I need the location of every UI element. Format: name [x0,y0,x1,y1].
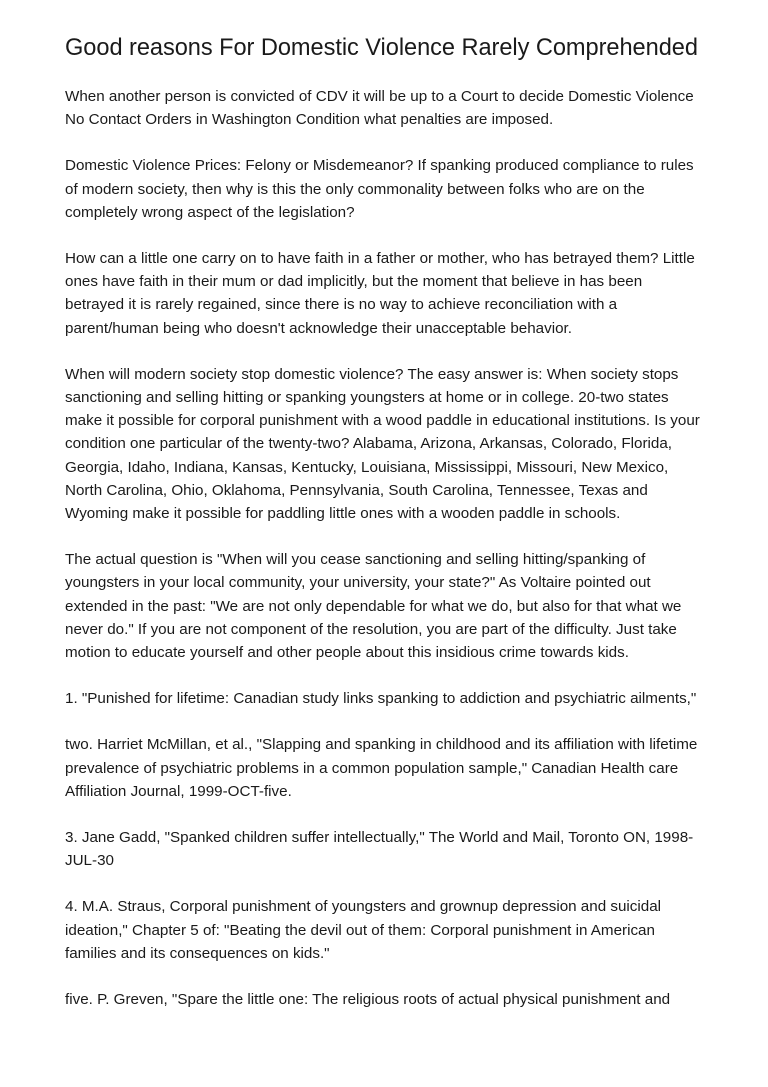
reference-2: two. Harriet McMillan, et al., "Slapping and spanking in childhood and its affiliation with lifetime prevalence of psychiatric problems in a common population sample," Canadian Health care Affiliation Journal, 1999-OCT-five. [65,736,698,800]
reference-5: five. P. Greven, "Spare the little one: The religious roots of actual physical punishment and [65,991,671,1009]
paragraph-betrayed-trust: How can a little one carry on to have faith in a father or mother, who has betrayed them? Little ones have faith in their mum or dad implicitly, but the moment that believe in has been betrayed it is rarely regained, since there is no way to achieve reconciliation with a parent/human being who doesn't acknowledge their unacceptable behavior. [65,250,695,337]
paragraph-felony-or-misdemeanor: Domestic Violence Prices: Felony or Misdemeanor? If spanking produced compliance to rules of modern society, then why is this the only commonality between folks who are on the completely wrong aspect of the legislation? [65,157,694,221]
reference-4: 4. M.A. Straus, Corporal punishment of youngsters and grownup depression and suicidal ideation," Chapter 5 of: "Beating the devil out of them: Corporal punishment in American families and its consequences on kids." [65,898,662,962]
paragraph-actual-question: The actual question is "When will you cease sanctioning and selling hitting/spanking of youngsters in your local community, your university, your state?" As Voltaire pointed out extended in the past: "We are not only dependable for what we do, but also for that what we never do." If you are not component of the resolution, you are part of the difficulty. Just take motion to educate yourself and other people about this insidious crime towards kids. [65,551,682,662]
document-title: Good reasons For Domestic Violence Rarely Comprehended [65,35,698,61]
document-page [65,34,705,1034]
reference-1: 1. "Punished for lifetime: Canadian study links spanking to addiction and psychiatric ailments," [65,690,697,708]
reference-3: 3. Jane Gadd, "Spanked children suffer intellectually," The World and Mail, Toronto ON, 1998-JUL-30 [65,829,694,870]
paragraph-stop-domestic-violence: When will modern society stop domestic violence? The easy answer is: When society stops sanctioning and selling hitting or spanking youngsters at home or in college. 20-two states make it possible for corporal punishment with a wood paddle in educational institutions. Is your condition one particular of the twenty-two? Alabama, Arizona, Arkansas, Colorado, Florida, Georgia, Idaho, Indiana, Kansas, Kentucky, Louisiana, Mississippi, Missouri, New Mexico, North Carolina, Ohio, Oklahoma, Pennsylvania, South Carolina, Tennessee, Texas and Wyoming make it possible for paddling little ones with a wooden paddle in schools. [65,365,700,523]
paragraph-cdv-orders: When another person is convicted of CDV it will be up to a Court to decide Domestic Violence No Contact Orders in Washington Condition what penalties are imposed. [65,88,694,129]
